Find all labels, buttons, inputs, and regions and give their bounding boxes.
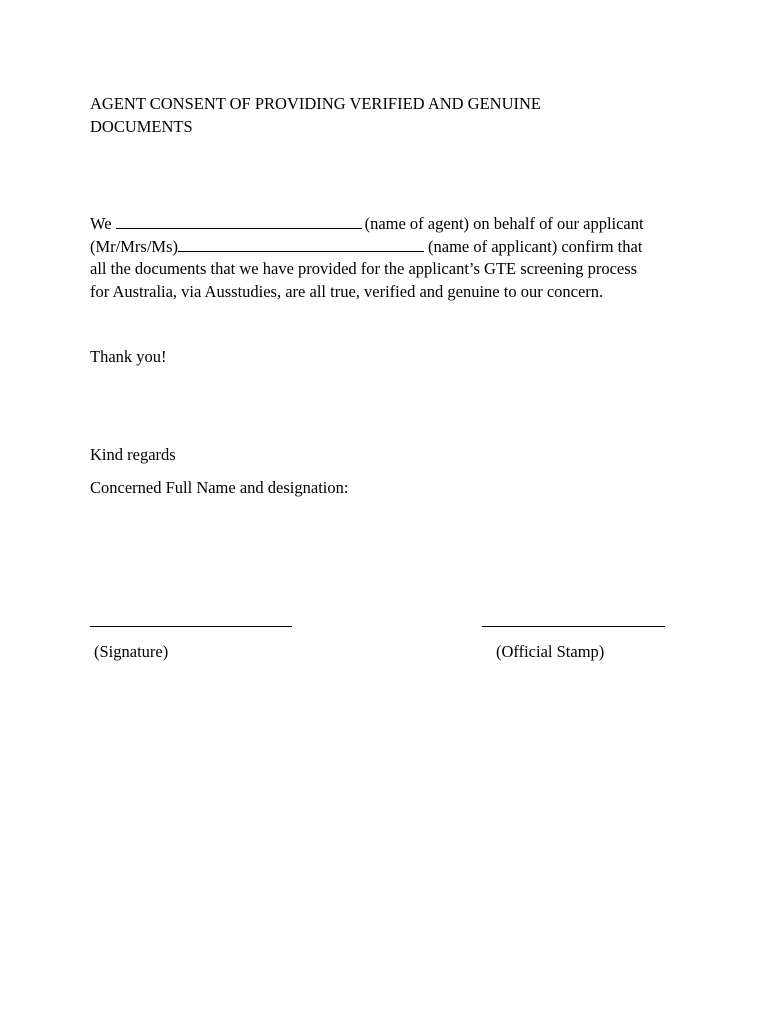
agent-name-blank [116,213,362,229]
signature-label: (Signature) [94,642,169,661]
document-title: AGENT CONSENT OF PROVIDING VERIFIED AND GENUINE DOCUMENTS [90,94,542,136]
paragraph-line-4: for Australia, via Ausstudies, are all true, verified and genuine to our concern. [90,282,604,302]
official-stamp-label: (Official Stamp) [496,642,605,661]
signature-line [90,626,292,627]
applicant-name-blank [178,236,424,252]
applicant-name-hint: (name of applicant) confirm that [428,236,643,256]
consent-paragraph [90,213,690,304]
paragraph-line-1 [90,213,690,236]
paragraph-line-3: all the documents that we have provided for the applicant’s GTE screening process [90,259,638,279]
we-text: We [90,214,112,233]
stamp-line [482,626,665,627]
thank-you-text: Thank you! [90,347,167,366]
concerned-name-label: Concerned Full Name and designation: [90,478,349,497]
title-options-text: (Mr/Mrs/Ms) [90,236,179,256]
agent-name-hint: (name of agent) on behalf of our applicant [364,214,644,233]
kind-regards-text: Kind regards [90,445,176,464]
paragraph-line-2 [90,236,690,259]
